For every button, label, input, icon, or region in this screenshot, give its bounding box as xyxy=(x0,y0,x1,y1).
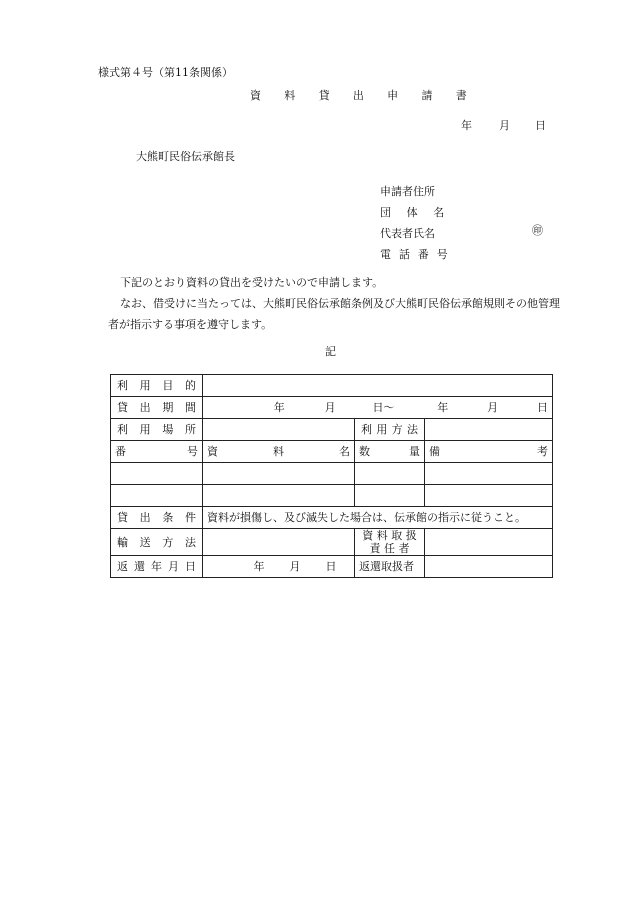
item-material-cell[interactable] xyxy=(203,463,355,485)
period-label: 貸出期間 xyxy=(111,397,203,419)
date-year: 年 xyxy=(461,119,472,132)
transport-label: 輸送方法 xyxy=(111,529,203,556)
return-year: 年 xyxy=(253,560,265,574)
method-label: 利用方法 xyxy=(355,419,425,441)
return-date-field[interactable] xyxy=(203,556,355,578)
application-statement xyxy=(108,272,563,335)
purpose-field[interactable] xyxy=(203,375,553,397)
col-quantity-header: 数 量 xyxy=(355,441,425,463)
item-notes-cell[interactable] xyxy=(425,463,553,485)
item-quantity-cell[interactable] xyxy=(355,463,425,485)
table-header-row xyxy=(111,441,553,463)
ki-heading: 記 xyxy=(325,345,336,358)
return-handler-field[interactable] xyxy=(425,556,553,578)
transport-field[interactable] xyxy=(203,529,355,556)
col-material-header: 資 料 名 xyxy=(203,441,355,463)
applicant-phone-label: 電 話 番 号 xyxy=(380,248,450,261)
table-row xyxy=(111,397,553,419)
return-date-label: 返還年月日 xyxy=(111,556,203,578)
return-month: 月 xyxy=(289,560,301,574)
date-day: 日 xyxy=(535,119,546,132)
period-start-year: 年 xyxy=(273,400,285,414)
conditions-text: 資料が損傷し、及び滅失した場合は、伝承館の指示に従うこと。 xyxy=(203,507,553,529)
seal-mark: ㊞ xyxy=(532,224,543,237)
col-number-header: 番 号 xyxy=(111,441,203,463)
statement-paragraph-2: なお、借受けに当たっては、大熊町民俗伝承館条例及び大熊町民俗伝承館規則その他管理者が指示する事項を遵守します。 xyxy=(108,297,560,331)
form-number: 様式第４号（第11条関係） xyxy=(98,66,233,79)
purpose-label: 利用目的 xyxy=(111,375,203,397)
period-start-day: 日〜 xyxy=(372,400,395,414)
return-handler-label: 返還取扱者 xyxy=(355,556,425,578)
handler-label: 資 料 取 扱 責 任 者 xyxy=(355,529,425,556)
page-title: 資 料 貸 出 申 請 書 xyxy=(250,89,477,102)
col-notes-header: 備 考 xyxy=(425,441,553,463)
applicant-representative-label: 代表者氏名 xyxy=(380,227,435,240)
item-material-cell[interactable] xyxy=(203,485,355,507)
period-field[interactable] xyxy=(203,397,553,419)
addressee: 大熊町民俗伝承館長 xyxy=(136,150,235,163)
application-table xyxy=(110,374,553,578)
period-start-month: 月 xyxy=(324,400,336,414)
return-day: 日 xyxy=(325,560,337,574)
statement-paragraph-1: 下記のとおり資料の貸出を受けたいので申請します。 xyxy=(120,276,384,289)
table-row xyxy=(111,529,553,556)
table-row xyxy=(111,507,553,529)
applicant-block xyxy=(380,181,450,265)
table-row xyxy=(111,375,553,397)
period-end-day: 日 xyxy=(537,400,548,414)
application-date xyxy=(461,120,546,131)
table-row xyxy=(111,556,553,578)
period-end-year: 年 xyxy=(437,400,449,414)
table-row xyxy=(111,485,553,507)
conditions-label: 貸出条件 xyxy=(111,507,203,529)
method-field[interactable] xyxy=(425,419,553,441)
item-quantity-cell[interactable] xyxy=(355,485,425,507)
place-label: 利用場所 xyxy=(111,419,203,441)
place-field[interactable] xyxy=(203,419,355,441)
item-notes-cell[interactable] xyxy=(425,485,553,507)
item-number-cell[interactable] xyxy=(111,485,203,507)
applicant-group-label: 団 体 名 xyxy=(380,206,451,219)
table-row xyxy=(111,463,553,485)
item-number-cell[interactable] xyxy=(111,463,203,485)
handler-field[interactable] xyxy=(425,529,553,556)
applicant-address-label: 申請者住所 xyxy=(380,185,435,198)
date-month: 月 xyxy=(499,119,510,132)
table-row xyxy=(111,419,553,441)
period-end-month: 月 xyxy=(487,400,499,414)
